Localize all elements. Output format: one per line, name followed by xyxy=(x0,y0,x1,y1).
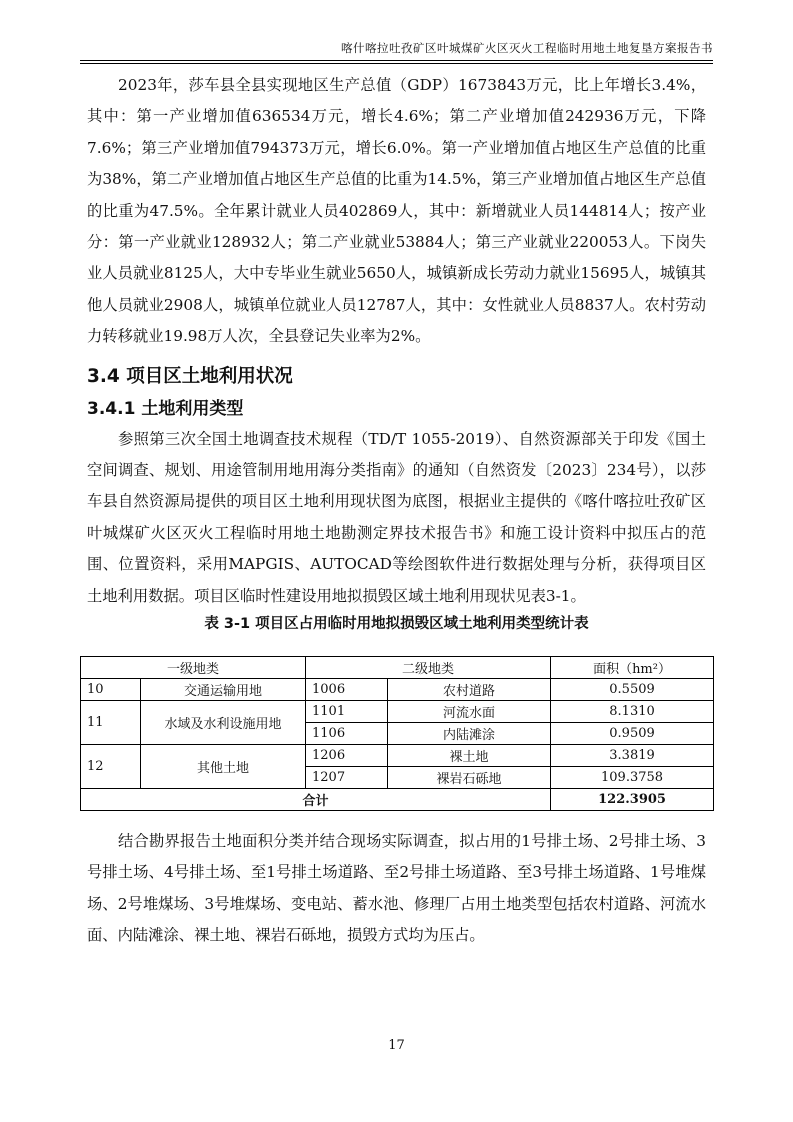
table-row xyxy=(81,679,714,701)
page-header: 喀什喀拉吐孜矿区叶城煤矿火区灭火工程临时用地土地复垦方案报告书 xyxy=(80,40,713,61)
second-level-name: 裸岩石砾地 xyxy=(388,767,551,789)
first-level-code: 10 xyxy=(81,679,141,701)
table-total-row xyxy=(81,789,714,811)
section-heading: 3.4 项目区土地利用状况 xyxy=(87,365,293,387)
area-value: 3.3819 xyxy=(551,745,714,767)
header-second-level: 二级地类 xyxy=(306,657,551,679)
second-level-code: 1101 xyxy=(306,701,388,723)
summary-block xyxy=(87,826,706,952)
second-level-code: 1207 xyxy=(306,767,388,789)
second-level-code: 1206 xyxy=(306,745,388,767)
subsection-heading: 3.4.1 土地利用类型 xyxy=(87,398,244,419)
second-level-name: 裸土地 xyxy=(388,745,551,767)
land-type-paragraph: 参照第三次全国土地调查技术规程（TD/T 1055-2019）、自然资源部关于印发《国土空间调查、规划、用途管制用地用海分类指南》的通知（自然资发〔2023〕234号），以莎车县自然资源局提供的项目区土地利用现状图为底图，根据业主提供的《喀什喀拉吐孜矿区叶城煤矿火区灭火工程临时用地土地勘测定界技术报告书》和施工设计资料中拟压占的范围、位置资料，采用MAPGIS、AUTOCAD等绘图软件进行数据处理与分析，获得项目区土地利用数据。项目区临时性建设用地拟损毁区域土地利用现状见表3-1。 xyxy=(87,429,706,605)
land-use-table xyxy=(80,656,714,811)
second-level-name: 内陆滩涂 xyxy=(388,723,551,745)
area-value: 8.1310 xyxy=(551,701,714,723)
first-level-name: 交通运输用地 xyxy=(141,679,306,701)
table-caption: 表 3-1 项目区占用临时用地拟损毁区域土地利用类型统计表 xyxy=(204,616,589,633)
total-value: 122.3905 xyxy=(551,789,714,811)
total-label: 合计 xyxy=(81,789,551,811)
first-level-name: 其他土地 xyxy=(141,745,306,789)
second-level-name: 河流水面 xyxy=(388,701,551,723)
table-row xyxy=(81,701,714,723)
first-level-name: 水域及水利设施用地 xyxy=(141,701,306,745)
summary-paragraph: 结合勘界报告土地面积分类并结合现场实际调查，拟占用的1号排土场、2号排土场、3号排土场、4号排土场、至1号排土场道路、至2号排土场道路、至3号排土场道路、1号堆煤场、2号堆煤场、3号堆煤场、变电站、蓄水池、修理厂占用土地类型包括农村道路、河流水面、内陆滩涂、裸土地、裸岩石砾地，损毁方式均为压占。 xyxy=(87,832,706,945)
second-level-code: 1006 xyxy=(306,679,388,701)
first-level-code: 12 xyxy=(81,745,141,789)
area-value: 0.9509 xyxy=(551,723,714,745)
area-value: 0.5509 xyxy=(551,679,714,701)
table-row xyxy=(81,745,714,767)
first-level-code: 11 xyxy=(81,701,141,745)
second-level-code: 1106 xyxy=(306,723,388,745)
area-value: 109.3758 xyxy=(551,767,714,789)
economy-paragraph: 2023年，莎车县全县实现地区生产总值（GDP）1673843万元，比上年增长3.4%，其中：第一产业增加值636534万元，增长4.6%；第二产业增加值242936万元，下降7.6%；第三产业增加值794373万元，增长6.0%。第一产业增加值占地区生产总值的比重为38%，第二产业增加值占地区生产总值的比重为14.5%，第三产业增加值占地区生产总值的比重为47.5%。全年累计就业人员402869人，其中：新增就业人员144814人；按产业分：第一产业就业128932人；第二产业就业53884人；第三产业就业220053人。下岗失业人员就业8125人，大中专毕业生就业5650人，城镇新成长劳动力就业15695人，城镇其他人员就业2908人，城镇单位就业人员12787人，其中：女性就业人员8837人。农村劳动力转移就业19.98万人次，全县登记失业率为2%。 xyxy=(87,76,706,346)
table-header-row xyxy=(81,657,714,679)
header-rule xyxy=(80,63,713,64)
header-first-level: 一级地类 xyxy=(81,657,306,679)
second-level-name: 农村道路 xyxy=(388,679,551,701)
header-area: 面积（hm²） xyxy=(551,657,714,679)
page-number: 17 xyxy=(388,1038,405,1053)
main-content xyxy=(87,70,706,635)
